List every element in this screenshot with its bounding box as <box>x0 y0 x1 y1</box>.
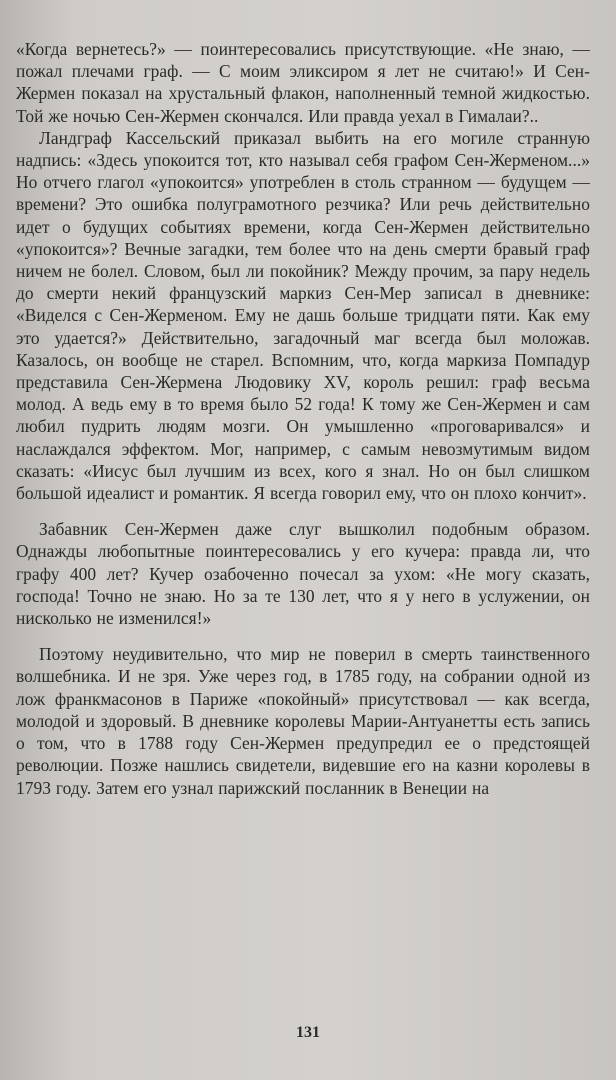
paragraph-4: Поэтому неудивительно, что мир не поверил в смерть таинственного волшебника. И не зря. Уже через год, в 1785 году, на собрании одной из лож франкмасонов в Париже «покойный» присутствовал — как всегда, молодой и здоровый. В дневнике королевы Марии-Антуанетты есть запись о том, что в 1788 году Сен-Жермен предупредил ее о предстоящей революции. Позже нашлись свидетели, видевшие его на казни королевы в 1793 году. Затем его узнал парижский посланник в Венеции на <box>16 644 590 798</box>
paragraph-1: «Когда вернетесь?» — поинтересовались присутствующие. «Не знаю, — пожал плечами граф. — С моим эликсиром я лет не считаю!» И Сен-Жермен показал на хрустальный флакон, наполненный темной жидкостью. Той же ночью Сен-Жермен скончался. Или правда уехал в Гималаи?.. <box>16 39 590 126</box>
paragraph-2: Ландграф Кассельский приказал выбить на его могиле странную надпись: «Здесь упокоится тот, кто называл себя графом Сен-Жерменом...» Но отчего глагол «упокоится» употреблен в столь странном — будущем — времени? Это ошибка полуграмотного резчика? Или речь действительно идет о будущих событиях времени, когда Сен-Жермен действительно «упокоится»? Вечные загадки, тем более что на день смерти бравый граф ничем не болел. Словом, был ли покойник? Между прочим, за пару недель до смерти некий французский маркиз Сен-Мер записал в дневнике: «Виделся с Сен-Жерменом. Ему не дашь больше тридцати пяти. Как ему это удается?» Действительно, загадочный маг всегда был моложав. Казалось, он вообще не старел. Вспомним, что, когда маркиза Помпадур представила Сен-Жермена Людовику XV, король решил: граф весьма молод. А ведь ему в то время было 52 года! К тому же Сен-Жермен и сам любил пудрить людям мозги. Он умышленно «проговаривался» и наслаждался эффектом. Мог, например, с самым невозмутимым видом сказать: «Иисус был лучшим из всех, кого я знал. Но он был слишком большой идеалист и романтик. Я всегда говорил ему, что он плохо кончит». <box>16 127 590 504</box>
page-number: 131 <box>296 1024 320 1041</box>
paragraph-3: Забавник Сен-Жермен даже слуг вышколил подобным образом. Однажды любопытные поинтересовались у его кучера: правда ли, что графу 400 лет? Кучер озабоченно почесал за ухом: «Не могу сказать, господа! Точно не знаю. Но за те 130 лет, что я у него в услужении, он нисколько не изменился!» <box>16 519 590 629</box>
page-text <box>16 38 590 799</box>
